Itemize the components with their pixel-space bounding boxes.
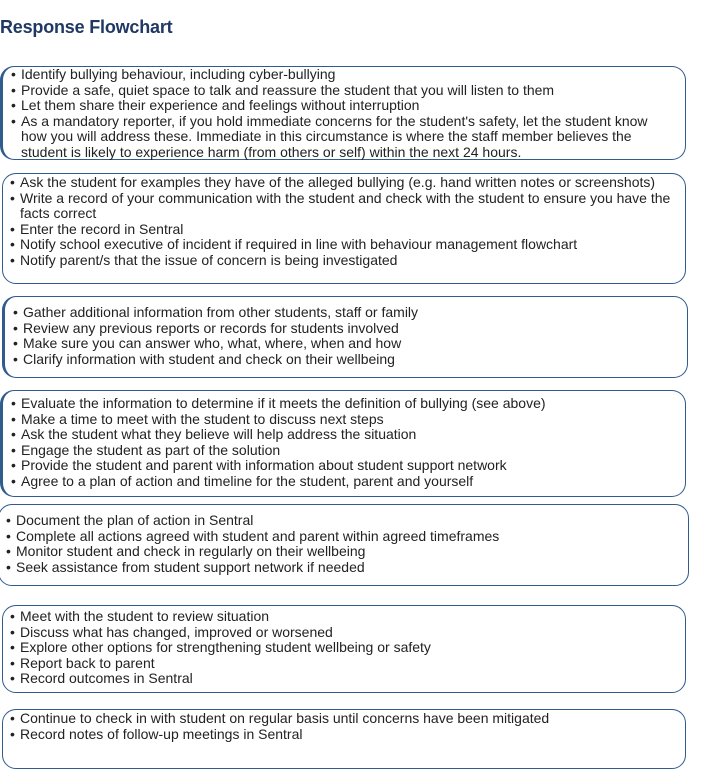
step-3-item-4: • Clarify information with student and check on their wellbeing [13, 352, 679, 368]
step-4-item-2: • Make a time to meet with the student to discuss next steps [11, 412, 677, 428]
step-5-item-1: • Document the plan of action in Sentral [6, 513, 680, 529]
step-6-item-2: • Discuss what has changed, improved or worsened [10, 625, 677, 641]
step-2-item-5: • Notify parent/s that the issue of concern is being investigated [10, 253, 677, 269]
step-3-item-1: • Gather additional information from other students, staff or family [13, 305, 679, 321]
step-4-item-1: • Evaluate the information to determine if it meets the definition of bullying (see above) [11, 396, 677, 412]
flowchart-step-2 [2, 173, 686, 284]
step-2-item-3: • Enter the record in Sentral [10, 222, 677, 238]
flowchart-step-5 [0, 504, 689, 586]
step-3-item-3: • Make sure you can answer who, what, where, when and how [13, 336, 679, 352]
step-5-item-3: • Monitor student and check in regularly on their wellbeing [6, 544, 680, 560]
step-2-item-1: • Ask the student for examples they have of the alleged bullying (e.g. hand written notes or screenshots) [10, 175, 677, 191]
step-1-item-3: • Let them share their experience and feelings without interruption [11, 98, 677, 114]
step-1-item-4: • As a mandatory reporter, if you hold immediate concerns for the student's safety, let the student know how you will address these. Immediate in this circumstance is where the staff member believes the student is likely to experience harm (from others or self) within the next 24 hours. [11, 114, 677, 161]
flowchart-step-4 [0, 390, 686, 497]
step-4-item-6: • Agree to a plan of action and timeline for the student, parent and yourself [11, 474, 677, 490]
step-6-item-5: • Record outcomes in Sentral [10, 671, 677, 687]
step-4-item-5: • Provide the student and parent with information about student support network [11, 458, 677, 474]
flowchart-step-6 [2, 605, 686, 693]
flowchart-step-3 [2, 296, 688, 378]
flowchart-step-1 [0, 66, 686, 160]
step-7-item-1: • Continue to check in with student on regular basis until concerns have been mitigated [10, 711, 677, 727]
step-6-item-4: • Report back to parent [10, 656, 677, 672]
step-4-item-4: • Engage the student as part of the solution [11, 443, 677, 459]
step-7-item-2: • Record notes of follow-up meetings in Sentral [10, 727, 677, 743]
flowchart-step-7 [2, 709, 686, 769]
step-1-item-2: • Provide a safe, quiet space to talk and reassure the student that you will listen to them [11, 83, 677, 99]
step-1-item-1: • Identify bullying behaviour, including cyber-bullying [11, 67, 677, 83]
step-5-item-4: • Seek assistance from student support network if needed [6, 560, 680, 576]
step-4-item-3: • Ask the student what they believe will help address the situation [11, 427, 677, 443]
step-6-item-1: • Meet with the student to review situation [10, 609, 677, 625]
step-2-item-4: • Notify school executive of incident if required in line with behaviour management flowchart [10, 237, 677, 253]
step-2-item-2: • Write a record of your communication with the student and check with the student to ensure you have the facts correct [10, 191, 677, 222]
step-6-item-3: • Explore other options for strengthening student wellbeing or safety [10, 640, 677, 656]
step-5-item-2: • Complete all actions agreed with student and parent within agreed timeframes [6, 529, 680, 545]
step-3-item-2: • Review any previous reports or records for students involved [13, 321, 679, 337]
page-title: Response Flowchart [0, 17, 173, 37]
